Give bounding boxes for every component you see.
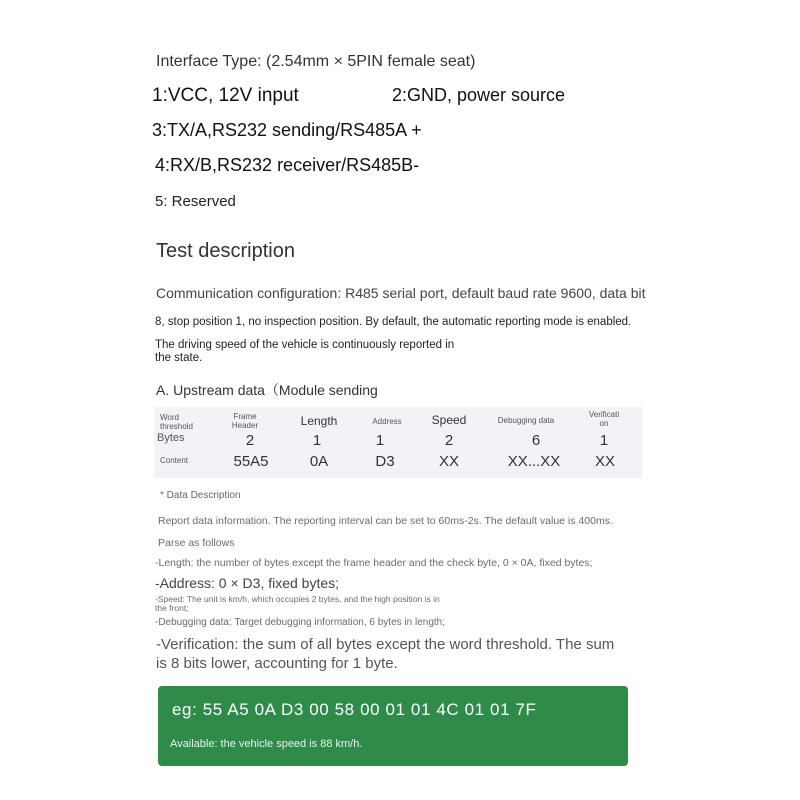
- parse-text: Parse as follows: [158, 537, 235, 549]
- bytes-length: 1: [312, 432, 322, 449]
- config-line-2: 8, stop position 1, no inspection position. By default, the automatic reporting mode is enabled.: [155, 316, 632, 328]
- content-debugging-data: XX...XX: [507, 453, 561, 470]
- upstream-table: [154, 407, 642, 478]
- test-heading: Test description: [156, 240, 295, 262]
- verify-text-1: -Verification: the sum of all bytes except the word threshold. The sum: [156, 636, 615, 653]
- row-label-content: Content: [160, 456, 189, 465]
- pin1-text: 1:VCC, 12V input: [152, 85, 299, 106]
- row-label-word-threshold: Word threshold: [160, 413, 193, 431]
- bytes-speed: 2: [444, 432, 454, 449]
- length-text: -Length: the number of bytes except the frame header and the check byte, 0 × 0A, fixed bytes;: [155, 557, 593, 569]
- content-verification: XX: [594, 453, 616, 470]
- col-header-speed: Speed: [431, 413, 467, 427]
- col-header-debugging-data: Debugging data: [497, 416, 555, 425]
- address-text: -Address: 0 × D3, fixed bytes;: [155, 575, 340, 591]
- verify-text-2: is 8 bits lower, accounting for 1 byte.: [156, 655, 398, 672]
- config-line-1: Communication configuration: R485 serial port, default baud rate 9600, data bit: [156, 285, 646, 301]
- content-speed: XX: [438, 453, 460, 470]
- content-address: D3: [375, 453, 395, 470]
- report-text: Report data information. The reporting interval can be set to 60ms-2s. The default value is 400ms.: [158, 515, 613, 527]
- data-description-label: * Data Description: [160, 490, 241, 501]
- pin4-text: 4:RX/B,RS232 receiver/RS485B-: [155, 155, 420, 175]
- speed-line-2: the state.: [155, 352, 203, 364]
- content-frame-header: 55A5: [233, 453, 269, 470]
- col-header-frame-header: Frame Header: [231, 412, 259, 430]
- speed-text-1: -Speed: The unit is km/h, which occupies 2 bytes, and the high position is in: [155, 594, 440, 604]
- pin3-text: 3:TX/A,RS232 sending/RS485A +: [152, 120, 422, 140]
- content-length: 0A: [309, 453, 329, 470]
- pin5-text: 5: Reserved: [155, 193, 236, 210]
- col-header-length: Length: [300, 414, 338, 428]
- bytes-debugging-data: 6: [531, 432, 541, 449]
- col-header-verification: Verification: [588, 410, 620, 428]
- example-box: [158, 686, 628, 766]
- row-label-bytes: Bytes: [157, 432, 185, 444]
- pin2-text: 2:GND, power source: [392, 85, 566, 105]
- upstream-heading: A. Upstream data（Module sending: [156, 382, 378, 398]
- interface-title: Interface Type: (2.54mm × 5PIN female seat): [156, 53, 476, 70]
- bytes-frame-header: 2: [245, 432, 255, 449]
- bytes-address: 1: [375, 432, 385, 449]
- col-header-address: Address: [372, 417, 402, 426]
- speed-text-2: the front;: [155, 603, 189, 613]
- bytes-verification: 1: [599, 432, 609, 449]
- debug-text: -Debugging data: Target debugging information, 6 bytes in length;: [155, 617, 446, 628]
- example-available-text: Available: the vehicle speed is 88 km/h.: [170, 738, 363, 750]
- example-code: eg: 55 A5 0A D3 00 58 00 01 01 4C 01 01 7F: [172, 700, 537, 719]
- speed-line-1: The driving speed of the vehicle is continuously reported in: [155, 339, 455, 351]
